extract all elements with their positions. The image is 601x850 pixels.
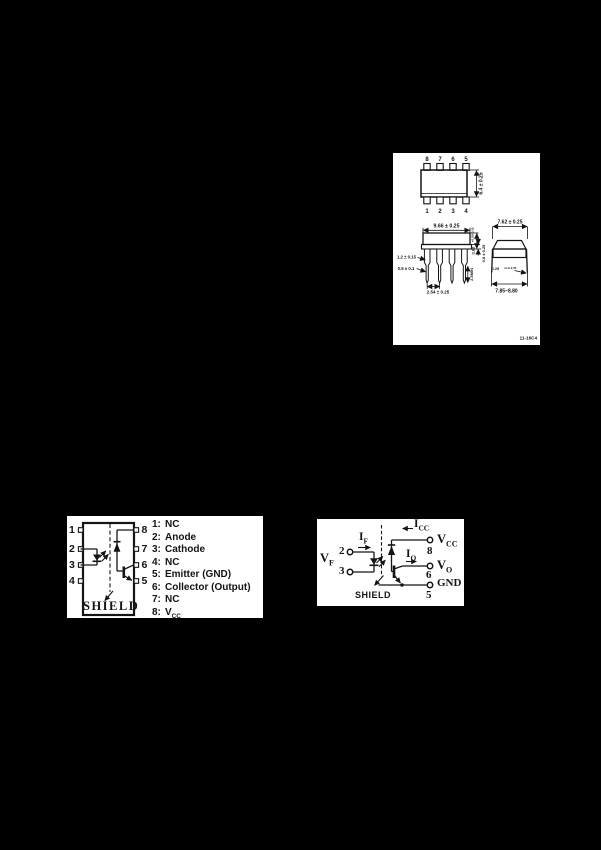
- pin-number-left: 1: [69, 523, 75, 536]
- pin-number: 7: [438, 157, 442, 163]
- internal-circuit-panel: [317, 519, 464, 606]
- vf-label: $V_F$: [320, 551, 334, 568]
- output-transistor: [124, 565, 134, 581]
- pin-number-right: 7: [141, 542, 148, 555]
- dim-lead-tip-width: [398, 266, 426, 272]
- svg-text:0.25 +0.1/-0.05: 0.25 +0.1/-0.05: [491, 266, 517, 271]
- pin2-label: 2: [339, 545, 345, 557]
- dim-lead-length: [468, 266, 474, 282]
- svg-text:6.4 ± 0.25: 6.4 ± 0.25: [478, 172, 485, 195]
- package-side-view: [492, 220, 528, 295]
- shield-arrow: [375, 576, 384, 586]
- dim-lead-width: [397, 255, 425, 260]
- vo-label: $V_O$: [437, 558, 453, 575]
- package-outline-panel: [393, 153, 540, 345]
- pin-stubs: [78, 528, 138, 584]
- dim-lead-thickness: [492, 257, 526, 274]
- svg-text:3.62 +0.25/-0.15: 3.62 +0.25/-0.15: [470, 227, 476, 255]
- pin-number-right: 5: [141, 574, 148, 587]
- package-front-view: [397, 224, 486, 295]
- svg-text:1.2 ± 0.15: 1.2 ± 0.15: [396, 254, 417, 260]
- pin-number: 4: [464, 209, 468, 215]
- package-outline-drawing: [393, 153, 540, 345]
- io-label: $I_O$: [406, 548, 417, 563]
- icc-label: $I_{CC}$: [414, 518, 430, 533]
- shield-label: SHIELD: [355, 590, 392, 600]
- detector-diode: [114, 530, 135, 571]
- terminal-3: [347, 569, 352, 574]
- pin-list-item: 3: Cathode: [152, 544, 205, 555]
- svg-text:2.54 ± 0.25: 2.54 ± 0.25: [426, 289, 450, 295]
- pin-number-left: 3: [69, 558, 75, 571]
- package-body-side: [493, 241, 526, 250]
- light-emission-arrows: [100, 551, 109, 561]
- terminal-gnd: [427, 582, 432, 587]
- pin5-label: 5: [426, 589, 432, 601]
- dim-label: 7.62 ± 0.25: [497, 219, 523, 226]
- pin8-label: 8: [427, 545, 433, 557]
- pin-list-item: 8: $V_{CC}$: [152, 606, 181, 620]
- pin-list-item: 2: Anode: [152, 531, 197, 543]
- svg-text:0.5 ± 0.1: 0.5 ± 0.1: [397, 266, 415, 271]
- shield-label: SHIELD: [83, 599, 140, 613]
- gnd-label: GND: [437, 577, 462, 589]
- led-symbol: [353, 552, 379, 572]
- if-label: $I_F$: [359, 531, 368, 546]
- pin-configuration-panel: [67, 516, 263, 618]
- pin-number: 6: [451, 157, 455, 163]
- package-leads: [424, 249, 467, 283]
- package-top-view: [421, 157, 485, 215]
- pin-number: 1: [425, 209, 429, 215]
- pin6-label: 6: [426, 569, 432, 581]
- dim-lead-pitch: [427, 284, 450, 295]
- pin-list-item: 1: NC: [152, 519, 180, 530]
- dim-lead-spread: [492, 273, 528, 295]
- svg-text:0.8 ± 0.25: 0.8 ± 0.25: [481, 244, 486, 263]
- dim-label: 9.66 ± 0.25: [433, 223, 460, 230]
- pin-number-right: 6: [141, 558, 148, 571]
- pin-number: 5: [464, 157, 468, 163]
- pin-number: 8: [425, 157, 429, 163]
- outline-code: 11-16C4: [519, 335, 537, 341]
- dim-body-width: [469, 170, 485, 197]
- pin-list-item: 6: Collector (Output): [152, 581, 251, 593]
- svg-text:2.5MIN: 2.5MIN: [469, 267, 475, 281]
- pin-number-left: 2: [69, 542, 75, 555]
- svg-text:7.85~8.80: 7.85~8.80: [495, 288, 518, 295]
- pin-list-item: 5: Emitter (GND): [152, 569, 232, 580]
- pin-number: 3: [451, 209, 455, 215]
- pin-number-left: 4: [69, 574, 75, 587]
- terminal-2: [347, 549, 352, 554]
- pin3-label: 3: [339, 565, 345, 577]
- terminal-vcc: [427, 537, 432, 542]
- pin-list-item: 4: NC: [152, 556, 180, 568]
- vcc-label: $V_{CC}$: [437, 532, 458, 549]
- pin-list-item: 7: NC: [152, 594, 180, 605]
- pin-number-right: 8: [141, 523, 148, 536]
- pin-list: [152, 519, 251, 619]
- output-transistor: [394, 566, 427, 583]
- terminal-vo: [427, 563, 432, 568]
- side-lead-right: [527, 249, 528, 273]
- package-body-top: [421, 170, 467, 197]
- pin-number: 2: [438, 209, 442, 215]
